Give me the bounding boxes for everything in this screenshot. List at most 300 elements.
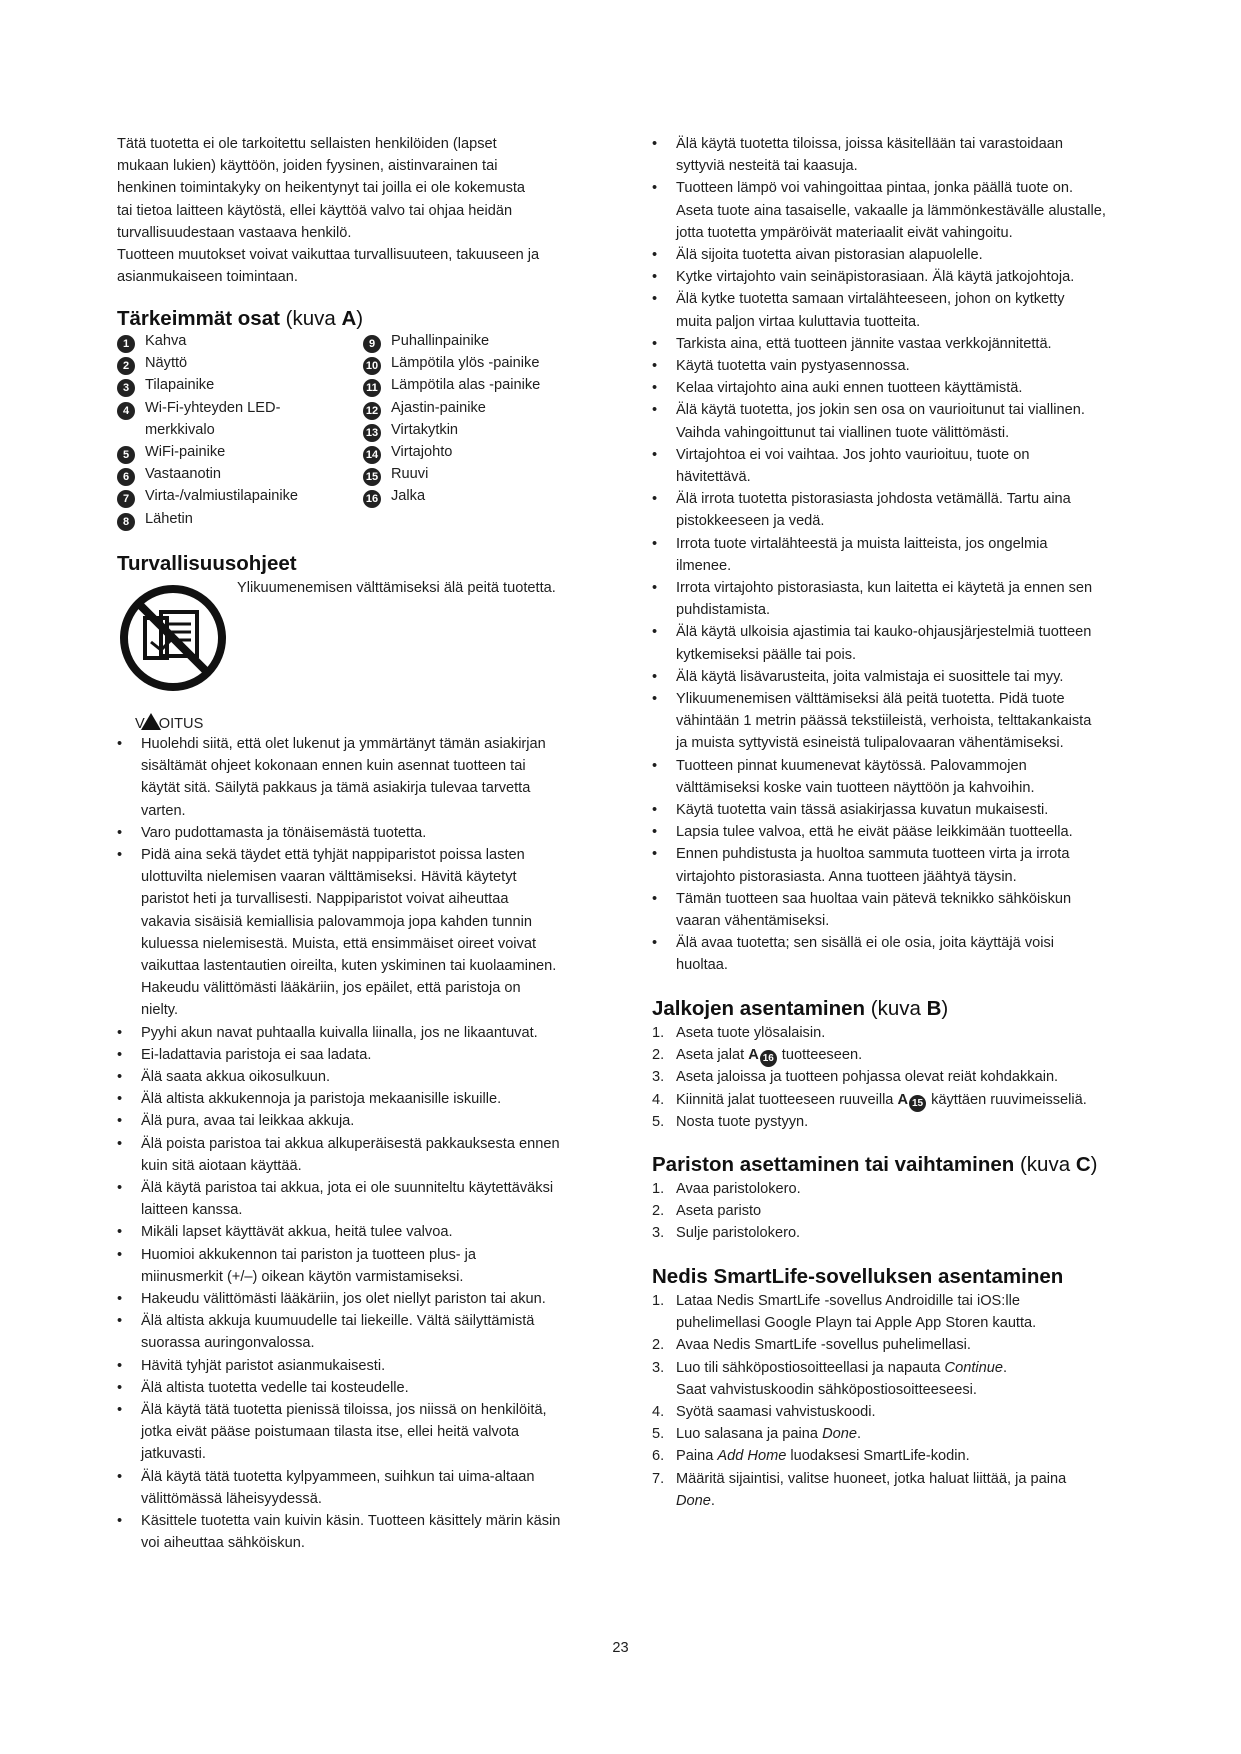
app-step xyxy=(652,1290,1020,1312)
part-item xyxy=(363,330,489,353)
safety-bullet-continuation xyxy=(117,800,186,822)
warning-label: V OITUS xyxy=(135,713,203,735)
part-item xyxy=(117,485,298,508)
safety-bullet-continuation xyxy=(117,1199,242,1221)
safety-heading: Turvallisuusohjeet xyxy=(117,552,297,575)
safety-bullet-continuation xyxy=(652,866,1017,888)
part-number-badge: 2 xyxy=(117,357,135,375)
bullet-dot: • xyxy=(117,1046,123,1063)
safety-text: Älä pura, avaa tai leikkaa akkuja. xyxy=(141,1113,355,1130)
part-number-badge: 16 xyxy=(363,490,381,508)
battery-heading: Pariston asettaminen tai vaihtaminen (kuva C) xyxy=(652,1153,1098,1176)
safety-text: pistokkeeseen ja vedä. xyxy=(676,513,825,530)
safety-text: vähintään 1 metrin päässä tekstiileistä, verhoista, telttakankaista xyxy=(676,713,1092,730)
step-number: 3. xyxy=(652,1359,665,1376)
app-step xyxy=(652,1312,1036,1334)
safety-bullet-continuation xyxy=(652,222,1013,244)
bullet-dot: • xyxy=(652,247,658,263)
bullet-dot: • xyxy=(652,890,658,907)
step-text: Paina xyxy=(676,1448,718,1465)
safety-text: Käsittele tuotetta vain kuivin käsin. Tuotteen käsittely märin käsin xyxy=(141,1513,561,1529)
step-text: Saat vahvistuskoodin sähköpostiosoitteeseesi. xyxy=(676,1381,977,1398)
safety-bullet-continuation xyxy=(652,599,770,621)
bullet-dot: • xyxy=(117,1113,123,1130)
app-heading: Nedis SmartLife-sovelluksen asentaminen xyxy=(652,1265,1064,1288)
part-number-badge: 3 xyxy=(117,379,135,397)
safety-bullet-item xyxy=(652,377,1022,399)
intro-line: henkinen toimintakyky on heikentynyt tai joilla ei ole kokemusta xyxy=(117,180,526,197)
safety-text: Kelaa virtajohto aina auki ennen tuotteen käyttämistä. xyxy=(676,380,1023,397)
part-item xyxy=(363,397,486,420)
part-label: Wi-Fi-yhteyden LED- xyxy=(145,399,281,416)
safety-text: voi aiheuttaa sähköiskun. xyxy=(141,1535,305,1552)
safety-text: Älä altista akkuja kuumuudelle tai liekeille. Vältä säilyttämistä xyxy=(141,1313,535,1330)
part-number-badge: 1 xyxy=(117,335,135,353)
safety-bullet-continuation xyxy=(652,732,1064,754)
safety-bullet-continuation xyxy=(652,910,829,932)
safety-text: välttämiseksi koske vain tuotteen näyttöön ja kahvoihin. xyxy=(676,779,1035,796)
step-text: Aseta paristo xyxy=(676,1203,762,1220)
part-label: Lähetin xyxy=(145,510,193,527)
safety-text: kuluessa nielemisestä. Muista, että ensimmäiset oireet voivat xyxy=(141,935,537,952)
bullet-dot: • xyxy=(117,1468,123,1485)
step-italic-text: Done xyxy=(676,1492,711,1509)
safety-text: Älä käytä ulkoisia ajastimia tai kauko-ohjausjärjestelmiä tuotteen xyxy=(676,624,1092,641)
safety-text: ulottuvilta nielemisen vaaran välttämiseksi. Hävitä käytetyt xyxy=(141,869,517,886)
app-step xyxy=(652,1423,861,1445)
step-text: . xyxy=(1002,1359,1008,1376)
step-text: . xyxy=(710,1492,715,1509)
bullet-dot: • xyxy=(652,380,658,397)
bullet-dot: • xyxy=(652,580,658,596)
part-label: Näyttö xyxy=(145,355,188,372)
step-text: Aseta tuote ylösalaisin. xyxy=(676,1025,826,1041)
step-number: 1. xyxy=(652,1293,665,1309)
step-text: Syötä saamasi vahvistuskoodi. xyxy=(676,1404,876,1420)
safety-text: Käytä tuotetta vain pystyasennossa. xyxy=(676,358,910,374)
battery-step xyxy=(652,1200,761,1222)
bullet-dot: • xyxy=(652,358,658,374)
safety-text: Ennen puhdistusta ja huoltoa sammuta tuotteen virta ja irrota xyxy=(676,846,1070,863)
step-number: 2. xyxy=(652,1337,665,1354)
safety-bullet-continuation xyxy=(117,777,530,799)
step-italic-text: Add Home xyxy=(717,1448,787,1465)
part-number-badge: 5 xyxy=(117,446,135,464)
safety-bullet-continuation xyxy=(117,1266,463,1288)
bullet-dot: • xyxy=(652,691,658,707)
safety-bullet-continuation xyxy=(117,1488,322,1510)
intro-line: Tätä tuotetta ei ole tarkoitettu sellaisten henkilöiden (lapset xyxy=(117,136,497,152)
part-label: Kahva xyxy=(145,333,187,349)
step-number: 1. xyxy=(652,1025,665,1041)
step-text: tuotteeseen. xyxy=(777,1047,863,1064)
part-item xyxy=(363,419,458,442)
safety-text: Älä poista paristoa tai akkua alkuperäisestä pakkauksesta ennen xyxy=(141,1135,560,1152)
safety-bullet-item xyxy=(117,733,546,755)
safety-bullet-item xyxy=(117,1244,476,1266)
intro-line: asianmukaiseen toimintaan. xyxy=(117,269,298,286)
safety-text: kytkemiseksi päälle tai pois. xyxy=(676,646,857,663)
safety-bullet-item xyxy=(117,1466,534,1488)
part-number-badge: 12 xyxy=(363,402,381,420)
bullet-dot: • xyxy=(117,1024,123,1041)
part-label: Virta-/valmiustilapainike xyxy=(145,488,299,505)
app-step xyxy=(652,1468,1066,1490)
safety-bullet-item xyxy=(652,666,1063,688)
safety-bullet-item xyxy=(117,1377,409,1399)
safety-bullet-item xyxy=(652,177,1073,199)
safety-bullet-continuation xyxy=(652,155,858,177)
safety-bullet-continuation xyxy=(652,644,856,666)
battery-step xyxy=(652,1178,801,1200)
safety-text: muita paljon virtaa kuluttavia tuotteita. xyxy=(676,313,921,330)
step-text: Aseta jaloissa ja tuotteen pohjassa olevat reiät kohdakkain. xyxy=(676,1069,1059,1086)
step-text: Luo salasana ja paina xyxy=(676,1426,823,1443)
app-step xyxy=(652,1490,715,1512)
bullet-dot: • xyxy=(117,847,123,863)
step-text: Määritä sijaintisi, valitse huoneet, jotka haluat liittää, ja paina xyxy=(676,1470,1067,1487)
part-label: merkkivalo xyxy=(145,421,215,438)
part-label: Vastaanotin xyxy=(145,466,221,483)
safety-bullet-item xyxy=(652,244,983,266)
safety-bullet-item xyxy=(652,399,1085,421)
parts-list xyxy=(117,330,597,530)
safety-text: suorassa auringonvalossa. xyxy=(141,1335,315,1352)
part-number-badge: 16 xyxy=(760,1050,777,1067)
safety-text: Huomioi akkukennon tai pariston ja tuotteen plus- ja xyxy=(141,1246,477,1263)
part-number-badge: 13 xyxy=(363,424,381,442)
part-label: Virtakytkin xyxy=(391,421,459,438)
bullet-dot: • xyxy=(117,1513,123,1529)
figure-ref: A xyxy=(748,1047,759,1064)
safety-bullet-item xyxy=(117,822,426,844)
safety-bullet-item xyxy=(652,843,1069,865)
bullet-dot: • xyxy=(117,736,123,752)
part-item xyxy=(363,463,428,486)
safety-text: Älä avaa tuotetta; sen sisällä ei ole osia, joita käyttäjä voisi xyxy=(676,935,1055,952)
safety-bullet-item xyxy=(117,1133,560,1155)
safety-bullet-continuation xyxy=(652,510,824,532)
part-number-badge: 10 xyxy=(363,357,381,375)
safety-bullet-item xyxy=(117,1288,546,1310)
bullet-dot: • xyxy=(652,668,658,685)
step-text: Aseta jalat xyxy=(676,1047,749,1064)
safety-text: Pidä aina sekä täydet että tyhjät nappiparistot poissa lasten xyxy=(141,847,525,863)
safety-bullet-continuation xyxy=(652,311,920,333)
safety-text: Irrota virtajohto pistorasiasta, kun laitetta ei käytetä ja ennen sen xyxy=(676,580,1093,596)
safety-bullet-continuation xyxy=(117,1332,315,1354)
bullet-dot: • xyxy=(652,624,658,641)
safety-text: sisältämät ohjeet kokonaan ennen kuin asennat tuotteen tai xyxy=(141,758,526,775)
bullet-dot: • xyxy=(652,446,658,463)
part-item xyxy=(363,374,540,397)
step-text: Lataa Nedis SmartLife -sovellus Androidille tai iOS:lle xyxy=(676,1293,1020,1309)
safety-text: Tuotteen pinnat kuumenevat käytössä. Palovammojen xyxy=(676,757,1027,774)
part-label: Tilapainike xyxy=(145,377,215,394)
part-label: Lämpötila ylös -painike xyxy=(391,355,540,372)
part-label: WiFi-painike xyxy=(145,444,226,460)
part-item xyxy=(117,463,221,486)
safety-text: Hävitä tyhjät paristot asianmukaisesti. xyxy=(141,1357,386,1374)
step-italic-text: Continue xyxy=(944,1359,1003,1376)
safety-bullet-item xyxy=(117,1310,534,1332)
safety-bullet-item xyxy=(117,1399,547,1421)
part-item xyxy=(117,441,225,464)
part-number-badge: 15 xyxy=(909,1095,926,1112)
safety-bullet-continuation xyxy=(117,933,536,955)
step-text: Kiinnitä jalat tuotteeseen ruuveilla xyxy=(676,1091,898,1108)
safety-text: Älä altista tuotetta vedelle tai kosteudelle. xyxy=(141,1379,409,1396)
safety-text: Virtajohtoa ei voi vaihtaa. Jos johto vaurioituu, tuote on xyxy=(676,446,1030,463)
safety-text: ilmenee. xyxy=(676,557,732,574)
safety-bullet-item xyxy=(652,577,1092,599)
safety-bullet-continuation xyxy=(117,911,532,933)
safety-text: Älä käytä tuotetta tiloissa, joissa käsitellään tai varastoidaan xyxy=(676,136,1063,152)
safety-text: hävitettävä. xyxy=(676,469,751,485)
bullet-dot: • xyxy=(117,824,123,841)
bullet-dot: • xyxy=(117,1135,123,1152)
part-number-badge: 11 xyxy=(363,379,381,397)
safety-text: Älä käytä tuotetta, jos jokin sen osa on vaurioitunut tai viallinen. xyxy=(676,402,1085,419)
step-text: Nosta tuote pystyyn. xyxy=(676,1113,809,1130)
part-number-badge: 7 xyxy=(117,490,135,508)
step-number: 4. xyxy=(652,1091,665,1108)
part-item xyxy=(117,419,215,441)
safety-text: varten. xyxy=(141,802,186,819)
safety-bullet-item xyxy=(117,1088,501,1110)
safety-text: Kytke virtajohto vain seinäpistorasiaan. Älä käytä jatkojohtoja. xyxy=(676,269,1075,286)
safety-bullet-item xyxy=(652,888,1071,910)
part-item xyxy=(363,485,425,508)
safety-text: Älä käytä lisävarusteita, joita valmistaja ei suosittele tai myy. xyxy=(676,668,1064,685)
bullet-dot: • xyxy=(652,535,658,552)
bullet-dot: • xyxy=(117,1291,123,1307)
safety-bullet-continuation xyxy=(117,1532,305,1554)
part-number-badge: 8 xyxy=(117,513,135,531)
part-item xyxy=(117,374,214,397)
bullet-dot: • xyxy=(117,1224,123,1241)
app-step xyxy=(652,1445,970,1467)
bullet-dot: • xyxy=(652,269,658,286)
safety-bullet-item xyxy=(117,1066,330,1088)
legs-step xyxy=(652,1089,1087,1112)
app-step xyxy=(652,1379,977,1401)
bullet-dot: • xyxy=(117,1180,123,1196)
part-label: Puhallinpainike xyxy=(391,333,490,349)
safety-bullet-item xyxy=(652,133,1063,155)
step-number: 5. xyxy=(652,1113,665,1130)
part-number-badge: 14 xyxy=(363,446,381,464)
part-number-badge: 9 xyxy=(363,335,381,353)
step-text: puhelimellasi Google Playn tai Apple App Storen kautta. xyxy=(676,1315,1037,1332)
bullet-dot: • xyxy=(652,136,658,152)
app-step xyxy=(652,1357,1007,1379)
intro-line: mukaan lukien) käyttöön, joiden fyysinen, aistinvarainen tai xyxy=(117,158,498,175)
safety-text: jotka eivät pääse poistumaan tilasta itse, ellei heitä valvota xyxy=(141,1424,520,1441)
intro-line: Tuotteen muutokset voivat vaikuttaa turvallisuuteen, takuuseen ja xyxy=(117,247,540,263)
part-item xyxy=(117,397,280,420)
part-label: Ruuvi xyxy=(391,466,429,483)
safety-text: vaikuttaa lastentautien oireilta, kuten yskiminen tai kuolaaminen. xyxy=(141,958,557,974)
safety-bullet-item xyxy=(652,488,1071,510)
safety-text: Tuotteen lämpö voi vahingoittaa pintaa, jonka päällä tuote on. xyxy=(676,180,1074,197)
safety-bullet-item xyxy=(652,621,1091,643)
safety-bullet-continuation xyxy=(117,977,521,999)
safety-text: virtajohto pistorasiasta. Anna tuotteen jäähtyä täysin. xyxy=(676,868,1017,885)
safety-bullet-continuation xyxy=(117,888,508,910)
safety-text: Hakeudu välittömästi lääkäriin, jos olet niellyt pariston tai akun. xyxy=(141,1291,546,1307)
part-item xyxy=(117,352,187,375)
step-number: 3. xyxy=(652,1069,665,1086)
safety-bullet-item xyxy=(652,932,1054,954)
step-text: Avaa paristolokero. xyxy=(676,1181,801,1197)
intro-line: tai tietoa laitteen käytöstä, ellei käyttöä valvo tai ohjaa heidän xyxy=(117,202,513,219)
safety-bullet-continuation xyxy=(652,555,731,577)
safety-bullet-item xyxy=(117,1355,385,1377)
step-text: Luo tili sähköpostiosoitteellasi ja napauta xyxy=(676,1359,945,1376)
app-step xyxy=(652,1401,876,1423)
safety-bullet-continuation xyxy=(117,866,517,888)
safety-text: nielty. xyxy=(141,1002,179,1019)
step-text: . xyxy=(856,1426,862,1443)
safety-text: Tarkista aina, että tuotteen jännite vastaa verkkojännitettä. xyxy=(676,335,1052,352)
safety-text: Älä kytke tuotetta samaan virtalähteeseen, johon on kytketty xyxy=(676,291,1065,308)
safety-text: Hakeudu välittömästi lääkäriin, jos epäilet, että paristoja on xyxy=(141,980,521,997)
bullet-dot: • xyxy=(117,1313,123,1330)
figure-ref: A xyxy=(897,1091,909,1108)
safety-bullet-continuation xyxy=(117,955,556,977)
safety-text: Älä saata akkua oikosulkuun. xyxy=(141,1069,331,1085)
part-item xyxy=(363,441,452,464)
step-number: 1. xyxy=(652,1181,665,1197)
legs-step xyxy=(652,1044,862,1067)
safety-bullet-item xyxy=(117,1177,553,1199)
legs-heading: Jalkojen asentaminen (kuva B) xyxy=(652,997,949,1020)
step-number: 5. xyxy=(652,1426,665,1443)
part-number-badge: 15 xyxy=(363,468,381,486)
safety-bullet-item xyxy=(652,755,1027,777)
part-label: Virtajohto xyxy=(391,444,453,460)
safety-text: puhdistamista. xyxy=(676,602,771,619)
safety-text: Ei-ladattavia paristoja ei saa ladata. xyxy=(141,1046,372,1063)
bullet-dot: • xyxy=(117,1402,123,1418)
safety-bullet-item xyxy=(117,1044,371,1066)
safety-bullet-continuation xyxy=(117,1443,206,1465)
safety-text: välittömässä läheisyydessä. xyxy=(141,1490,322,1507)
step-number: 7. xyxy=(652,1470,665,1487)
safety-text: Älä altista akkukennoja ja paristoja mekaanisille iskuille. xyxy=(141,1091,502,1108)
overheat-caption: Ylikuumenemisen välttämiseksi älä peitä tuotetta. xyxy=(237,580,556,596)
bullet-dot: • xyxy=(652,335,658,352)
bullet-dot: • xyxy=(652,802,658,818)
safety-bullet-continuation xyxy=(117,999,178,1021)
safety-text: Aseta tuote aina tasaiselle, vakaalle ja lämmönkestävälle alustalle, xyxy=(676,202,1106,219)
safety-bullet-item xyxy=(652,533,1048,555)
part-item xyxy=(117,330,186,353)
safety-text: laitteen kanssa. xyxy=(141,1202,243,1219)
part-label: Lämpötila alas -painike xyxy=(391,377,541,394)
safety-bullet-continuation xyxy=(117,1421,519,1443)
bullet-dot: • xyxy=(117,1379,123,1396)
legs-step xyxy=(652,1111,808,1133)
safety-bullet-continuation xyxy=(652,954,728,976)
warning-triangle-icon xyxy=(141,713,161,730)
safety-text: Käytä tuotetta vain tässä asiakirjassa kuvatun mukaisesti. xyxy=(676,802,1049,818)
safety-text: vakavia sisäisiä kemiallisia palovammoja jopa kahden tunnin xyxy=(141,913,532,930)
bullet-dot: • xyxy=(652,402,658,419)
safety-bullet-item xyxy=(652,799,1048,821)
safety-bullet-item xyxy=(652,444,1029,466)
step-italic-text: Done xyxy=(822,1426,857,1443)
step-text: Avaa Nedis SmartLife -sovellus puhelimellasi. xyxy=(676,1337,971,1354)
safety-bullet-item xyxy=(117,1022,538,1044)
bullet-dot: • xyxy=(117,1069,123,1085)
step-number: 2. xyxy=(652,1047,665,1064)
safety-text: jotta tuotetta ympäröivät materiaalit eivät vahingoitu. xyxy=(676,224,1013,241)
safety-text: miinusmerkit (+/–) oikean käytön varmistamiseksi. xyxy=(141,1268,464,1285)
safety-text: Älä sijoita tuotetta aivan pistorasian alapuolelle. xyxy=(676,247,983,263)
safety-bullet-continuation xyxy=(652,777,1035,799)
safety-text: huoltaa. xyxy=(676,957,728,974)
safety-text: paristot heti ja turvallisesti. Nappiparistot voivat aiheuttaa xyxy=(141,891,509,908)
bullet-dot: • xyxy=(652,757,658,774)
safety-text: kuin sitä aiotaan käyttää. xyxy=(141,1157,302,1174)
part-number-badge: 6 xyxy=(117,468,135,486)
safety-text: Huolehdi siitä, että olet lukenut ja ymmärtänyt tämän asiakirjan xyxy=(141,736,546,752)
bullet-dot: • xyxy=(117,1246,123,1263)
safety-text: Varo pudottamasta ja tönäisemästä tuotetta. xyxy=(141,824,427,841)
safety-text: ja muista syttyvistä esineistä tulipalovaaran vähentämiseksi. xyxy=(676,735,1064,752)
safety-text: Lapsia tulee valvoa, että he eivät pääse leikkimään tuotteella. xyxy=(676,824,1073,841)
legs-step xyxy=(652,1022,825,1044)
safety-text: Tämän tuotteen saa huoltaa vain pätevä teknikko sähköiskun xyxy=(676,890,1072,907)
parts-heading: Tärkeimmät osat (kuva A) xyxy=(117,307,364,330)
bullet-dot: • xyxy=(652,935,658,952)
safety-bullet-item xyxy=(117,844,525,866)
step-text: käyttäen ruuvimeisseliä. xyxy=(927,1091,1087,1108)
safety-bullet-item xyxy=(652,288,1065,310)
step-number: 3. xyxy=(652,1225,665,1242)
safety-bullet-item xyxy=(117,1221,453,1243)
safety-text: Irrota tuote virtalähteestä ja muista laitteista, jos ongelmia xyxy=(676,535,1048,552)
page-number: 23 xyxy=(612,1640,629,1656)
safety-text: jatkuvasti. xyxy=(141,1446,206,1463)
safety-text: Ylikuumenemisen välttämiseksi älä peitä tuotetta. Pidä tuote xyxy=(676,691,1065,707)
bullet-dot: • xyxy=(652,180,658,197)
bullet-dot: • xyxy=(117,1091,123,1108)
bullet-dot: • xyxy=(652,846,658,863)
safety-bullet-continuation xyxy=(652,710,1091,732)
safety-text: Vaihda vahingoittunut tai viallinen tuote välittömästi. xyxy=(676,424,1010,441)
safety-bullet-item xyxy=(652,688,1065,710)
safety-bullet-continuation xyxy=(652,466,751,488)
safety-text: Pyyhi akun navat puhtaalla kuivalla liinalla, jos ne likaantuvat. xyxy=(141,1024,538,1041)
safety-text: Älä käytä tätä tuotetta pienissä tiloissa, jos niissä on henkilöitä, xyxy=(141,1402,547,1418)
step-text: Sulje paristolokero. xyxy=(676,1225,801,1242)
part-number-badge: 4 xyxy=(117,402,135,420)
safety-bullet-item xyxy=(117,1510,560,1532)
bullet-dot: • xyxy=(652,824,658,841)
bullet-dot: • xyxy=(652,291,658,308)
safety-text: Älä irrota tuotetta pistorasiasta johdosta vetämällä. Tartu aina xyxy=(676,491,1071,508)
safety-bullet-item xyxy=(117,1110,354,1132)
step-number: 2. xyxy=(652,1203,665,1220)
app-step xyxy=(652,1334,971,1356)
safety-bullet-item xyxy=(652,821,1073,843)
safety-text: Mikäli lapset käyttävät akkua, heitä tulee valvoa. xyxy=(141,1224,453,1241)
part-label: Ajastin-painike xyxy=(391,399,486,416)
safety-text: syttyviä nesteitä tai kaasuja. xyxy=(676,158,858,175)
